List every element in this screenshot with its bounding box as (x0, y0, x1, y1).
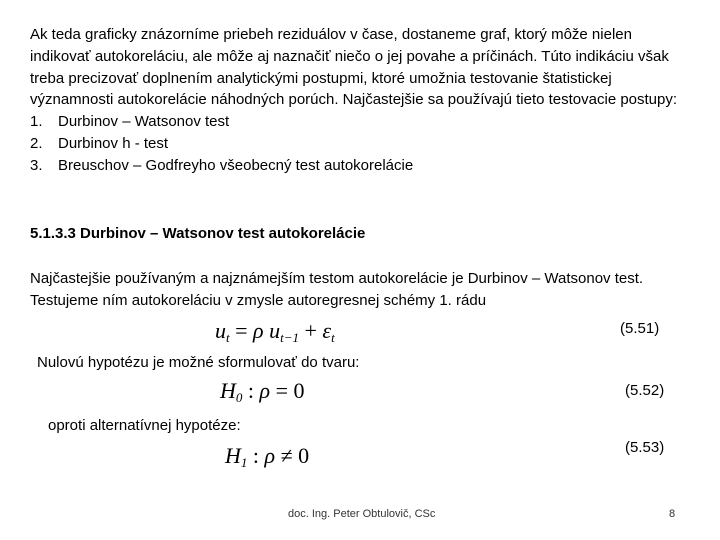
intro-paragraph (30, 24, 695, 177)
section-heading: 5.1.3.3 Durbinov – Watsonov test autokorelácie (30, 225, 366, 242)
equation-null-hypothesis: $H_0$ : ρ = 0 (220, 378, 305, 405)
section-paragraph: Najčastejšie používaným a najznámejším testom autokorelácie je Durbinov – Watsonov test. Testujeme ním autokoreláciu v zmysle autoregresnej schémy 1. rádu (30, 270, 644, 309)
test-list (30, 111, 695, 176)
intro-text: Ak teda graficky znázorníme priebeh reziduálov v čase, dostaneme graf, ktorý môže nielen indikovať autokoreláciu, ale môže aj naznačiť niečo o jej povahe a príčinách. Túto indikáciu však treba precizovať doplnením analytickými postupmi, ktoré umožnia testovanie štatistickej významnosti autokorelácie náhodných porúch. Najčastejšie sa používajú tieto testovacie postupy: (30, 26, 678, 109)
equation-number: (5.52) (625, 382, 665, 399)
alternative-hypothesis-label: oproti alternatívnej hypotéze: (48, 417, 241, 434)
page-number: 8 (669, 508, 676, 520)
equation-alternative-hypothesis: $H_1$ : ρ ≠ 0 (225, 443, 310, 470)
equation-number: (5.53) (625, 439, 665, 456)
footer-author: doc. Ing. Peter Obtulovič, CSc (288, 508, 436, 520)
list-item: 1. Durbinov – Watsonov test (30, 113, 230, 131)
equation-number: (5.51) (620, 320, 660, 337)
equation-ar1: $u_t = \rho$ $u_{t-1} + \varepsilon_t$ (215, 318, 335, 345)
null-hypothesis-label: Nulovú hypotézu je možné sformulovať do tvaru: (37, 354, 360, 371)
list-item: 3. Breuschov – Godfreyho všeobecný test autokorelácie (30, 156, 414, 174)
list-item: 2. Durbinov h - test (30, 134, 169, 152)
